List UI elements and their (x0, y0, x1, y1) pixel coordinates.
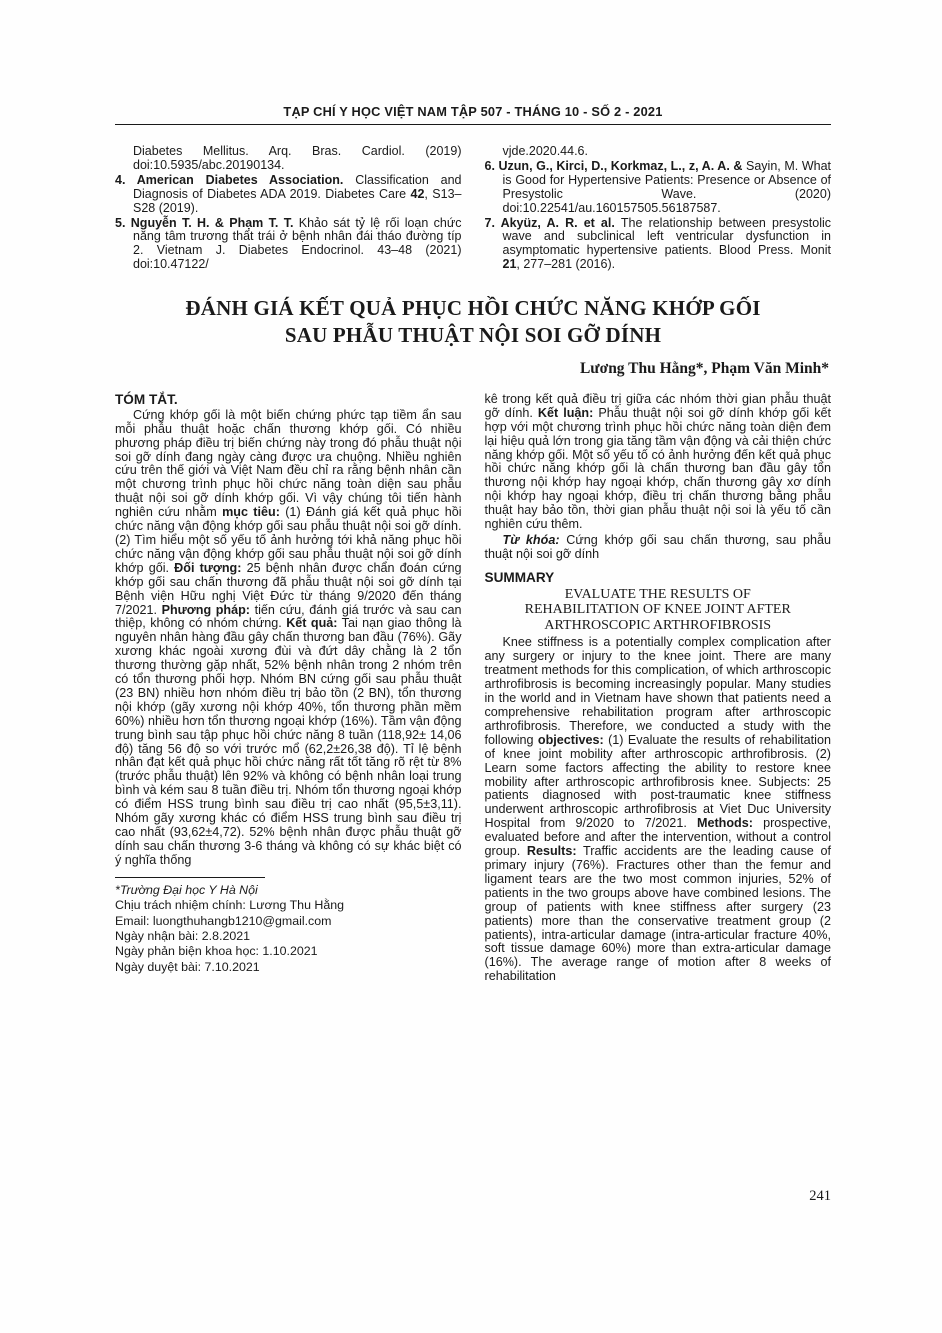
abstract-continuation (485, 393, 832, 532)
text-segment: Uzun, G., Kirci, D., Korkmaz, L., z, A. A. & (498, 158, 747, 173)
summary-title-line3: ARTHROSCOPIC ARTHROFIBROSIS (544, 617, 772, 633)
text-segment: kê trong kết quả điều trị giữa các nhóm thời gian phẫu thuật gỡ dính. (484, 391, 831, 420)
text-segment: Traffic accidents are the leading cause of primary injury (76%). Fractures other than the femur and ligament tears are the two most common injuries, 52% of patients in the two groups above have combined lesions. The group of patients with knee stiffness after surgery (23 patients) more than the conservative treatment group (2 patients), intra-articular damage (intra-articular fracture 40%, soft tissue damage 60%) more than extra-articular damage (16%). The average range of motion after 8 weeks of rehabilitation (484, 844, 831, 984)
footnote-rule (115, 877, 265, 878)
reference-item-5 (115, 217, 462, 273)
article-title-line2: SAU PHẪU THUẬT NỘI SOI GỠ DÍNH (284, 323, 662, 348)
abstract-heading: TÓM TẮT. (115, 391, 178, 407)
keywords-line (485, 534, 832, 562)
text-segment: Phương pháp: (161, 602, 250, 617)
footnote-responsible-author: Chịu trách nhiệm chính: Lương Thu Hằng (115, 898, 345, 913)
text-segment: prospective, evaluated before and after the intervention, without a control group. (484, 816, 831, 859)
footnote-review-date: Ngày phản biện khoa học: 1.10.2021 (115, 944, 318, 959)
summary-title-line1: EVALUATE THE RESULTS OF (564, 586, 751, 602)
article-title-line1: ĐÁNH GIÁ KẾT QUẢ PHỤC HỒI CHỨC NĂNG KHỚP GỐI (185, 296, 761, 321)
left-column (115, 393, 462, 984)
footnote-block (115, 877, 462, 975)
text-segment: 5. (115, 215, 131, 230)
summary-title-line2: REHABILITATION OF KNEE JOINT AFTER (524, 602, 791, 618)
article-title (115, 295, 831, 349)
text-segment: (1) Evaluate the results of rehabilitation of knee joint mobility after arthroscopic arthrofibrosis. (2) Learn some factors affecting the ability to restore knee mobility after arthroscopic arthrofibrosis knee. Subjects: 25 patients diagnosed with post-traumatic knee stiffness underwent arthroscopic arthrofibrosis at Viet Duc University Hospital from 9/2020 to 7/2021. (484, 732, 831, 831)
reference-item-7 (485, 217, 832, 273)
text-segment: Đối tượng: (174, 560, 242, 575)
journal-header: TẠP CHÍ Y HỌC VIỆT NAM TẬP 507 - THÁNG 10 - SỐ 2 - 2021 (115, 104, 831, 125)
text-segment: The relationship between presystolic wave and subclinical left ventricular dysfunction in asymptomatic hypertensive patients. Blood Press. Monit (502, 215, 831, 258)
abstract-body (115, 409, 462, 868)
text-segment: Diabetes Mellitus. Arq. Bras. Cardiol. (2019) doi:10.5935/abc.20190134. (133, 144, 462, 172)
text-segment: Cứng khớp gối sau chấn thương, sau phẫu thuật nội soi gỡ dính (484, 532, 831, 561)
text-segment: objectives: (537, 732, 604, 747)
text-segment: (1) Đánh giá kết quả phục hồi chức năng vận động khớp gối sau phẫu thuật nội soi gỡ dính. (2) Tìm hiểu một số yếu tố ảnh hưởng tới khả năng phục hồi chức năng vận động khớp gối sau phẫu thuật nội soi gỡ dính khớp gối. (115, 505, 462, 575)
page-content (115, 104, 831, 984)
reference-item-6 (485, 160, 832, 216)
references-section (115, 145, 831, 273)
footnote-accepted-date: Ngày duyệt bài: 7.10.2021 (115, 959, 260, 974)
references-left-column (115, 145, 462, 273)
page-number: 241 (809, 1188, 831, 1204)
footnote-received-date: Ngày nhận bài: 2.8.2021 (115, 928, 251, 943)
text-segment: 21 (502, 257, 517, 272)
text-segment: Results: (526, 844, 577, 859)
summary-title (485, 587, 832, 634)
footnote-affiliation: *Trường Đại học Y Hà Nội (115, 882, 258, 897)
text-segment: Akyüz, A. R. et al. (500, 215, 621, 230)
text-segment: Tai nạn giao thông là nguyên nhân hàng đầu gây chấn thương ban đầu (76%). Gãy xương khác ngoài xương đùi và đứt dây chằng là 2 tổn thương thường gặp nhất, 52% bệnh nhân trong 2 nhóm trên có tổn thương phối hợp. Nhóm BN cứng gối sau phẫu thuật (23 BN) nhiều hơn nhóm điều trị bảo tồn (2 BN), tổn thương nội khớp (gãy xương nội khớp 40%, tổn thương phần mềm 60%) nhiều hơn tổn thương ngoại khớp (16%). Tầm vận động trung bình sau tập phục hồi chức năng 8 tuần (118,92± 14,06 độ) tăng 56 độ so với trước mổ (62,2±26,38 độ). Tỉ lệ bệnh nhân đạt kết quả phục hồi chức năng rất tốt tăng rõ rệt từ 8% (trước phẫu thuật) lên 92% và không có bệnh nhân loại trung bình và kém sau 8 tuần điều trị. Nhóm tổn thương ngoại khớp có điểm HSS trung bình sau điều trị cao nhất (95,5±3,11). Nhóm gãy xương khác có điểm HSS trung bình sau điều trị cao nhất (93,62±4,72). 52% bệnh nhân được phẫu thuật gỡ dính sau chấn thương 3-6 tháng và không có sự khác biệt có ý nghĩa thống (115, 616, 462, 867)
authors-line: Lương Thu Hằng*, Phạm Văn Minh* (579, 359, 829, 377)
text-segment: Sayin, M. What is Good for Hypertensive Patients: Presence or Absence of Presystolic Wave. (2020) doi:10.22541/au.160157505.56187587. (502, 158, 831, 215)
text-segment: , 277–281 (2016). (516, 257, 616, 272)
text-segment: Cứng khớp gối là một biến chứng phức tạp tiềm ẩn sau mỗi phẫu thuật hoặc chấn thương khớp gối. Có nhiều phương pháp điều trị biến chứng này trong đó phẫu thuật nội soi gỡ dính đang ngày càng được ưa chuộng. Nhiều nghiên cứu trên thế giới và Việt Nam đều chỉ ra rằng bệnh nhân cần một chương trình phục hồi chức năng toàn diện sau phẫu thuật nội soi gỡ dính khớp gối. Vì vậy chúng tôi tiến hành nghiên cứu nhằm (115, 407, 462, 520)
text-segment: American Diabetes Association. (136, 172, 356, 187)
text-segment: 4. (115, 172, 137, 187)
text-segment: Nguyễn T. H. & Phạm T. T. (130, 215, 299, 230)
summary-body (485, 636, 832, 984)
reference-continuation-3 (115, 145, 462, 173)
right-column (485, 393, 832, 984)
text-segment: Kết luận: (537, 405, 594, 420)
text-segment: Khảo sát tỷ lệ rối loạn chức năng tâm trương thất trái ở bệnh nhân đái tháo đường típ 2. Vietnam J. Diabetes Endocrinol. 43–48 (2021) doi:10.47122/ (133, 215, 462, 272)
text-segment: 7. (484, 215, 501, 230)
text-segment: Từ khóa: (502, 532, 567, 547)
text-segment: vjde.2020.44.6. (502, 144, 588, 158)
footnote-email: Email: luongthuhangb1210@gmail.com (115, 913, 332, 928)
text-segment: Phẫu thuật nội soi gỡ dính khớp gối kết hợp với một chương trình phục hồi chức năng toàn diện đem lại hiệu quả lớn trong gia tăng tầm vận động và cải thiện chức năng khớp gối. Một số yếu tố có ảnh hưởng đến kết quả phục hồi chức năng khớp gối là chấn thương ban đầu gây tổn thương nội khớp hay ngoại khớp, chấn thương gây xơ dính nội khớp hay ngoại khớp, điều trị chấn thương bằng phẫu thuật hay bảo tồn, thời gian phẫu thuật nội soi là yếu tố cần nghiên cứu thêm. (484, 405, 832, 532)
text-segment: 42 (410, 186, 425, 201)
text-segment: 6. (484, 158, 499, 173)
text-segment: Kết quả: (286, 616, 338, 631)
text-segment: tiến cứu, đánh giá trước và sau can thiệp, không có nhóm chứng. (115, 602, 462, 631)
body-columns (115, 393, 831, 984)
text-segment: mục tiêu: (222, 505, 280, 520)
text-segment: Classification and Diagnosis of Diabetes ADA 2019. Diabetes Care (133, 172, 462, 201)
references-right-column (485, 145, 832, 273)
reference-item-4 (115, 174, 462, 216)
reference-continuation-5 (485, 145, 832, 159)
text-segment: Methods: (696, 816, 753, 831)
summary-heading: SUMMARY (484, 569, 555, 585)
text-segment: 25 bệnh nhân được chẩn đoán cứng khớp gối sau chấn thương đã phẫu thuật nội soi gỡ dính tại Bệnh viện Hữu nghị Việt Đức từ tháng 9/2020 đến tháng 7/2021. (115, 560, 462, 617)
text-segment: Knee stiffness is a potentially complex complication after any surgery or injury to the knee joint. There are many treatment methods for this complication, of which arthroscopic arthrofibrosis is becoming increasingly popular. Many studies in the world and in Vietnam have shown that patients need a comprehensive rehabilitation program after arthroscopic arthrofibrosis. Therefore, we conducted a study with the following (484, 635, 831, 747)
text-segment: , S13–S28 (2019). (133, 186, 462, 215)
